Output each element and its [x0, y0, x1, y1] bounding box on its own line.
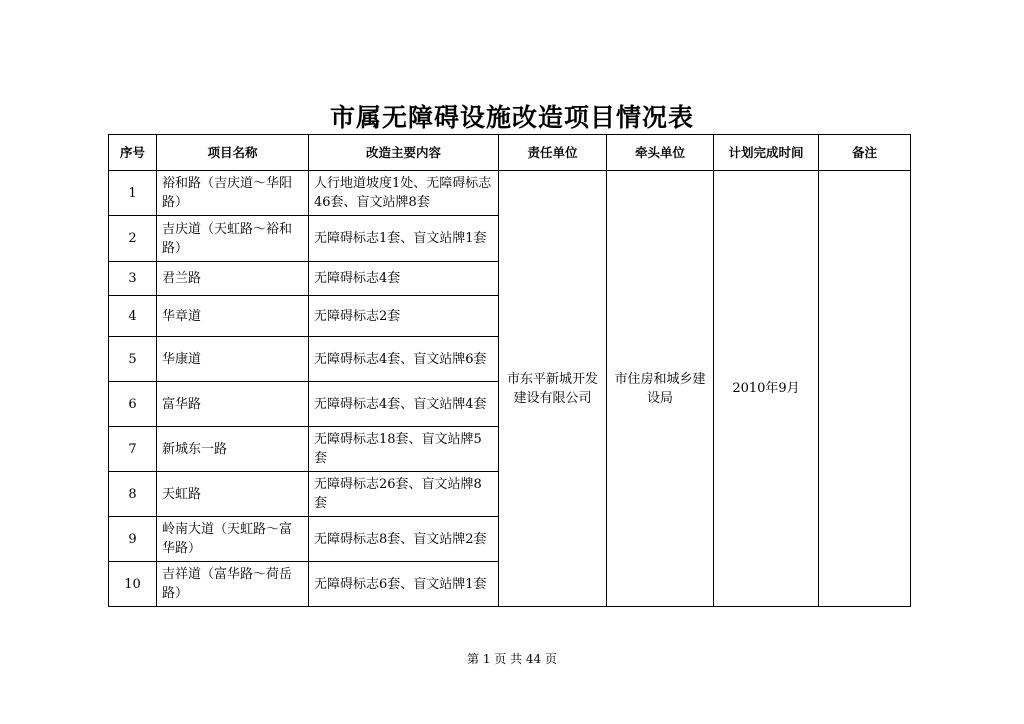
row-content: 人行地道坡度1处、无障碍标志46套、盲文站牌8套 — [309, 171, 499, 216]
row-project-name: 富华路 — [157, 382, 309, 427]
responsible-unit-cell: 市东平新城开发建设有限公司 — [499, 171, 607, 607]
row-content: 无障碍标志6套、盲文站牌1套 — [309, 562, 499, 607]
header-index: 序号 — [109, 135, 157, 171]
page-title: 市属无障碍设施改造项目情况表 — [329, 103, 694, 132]
header-responsible-unit: 责任单位 — [499, 135, 607, 171]
row-project-name: 新城东一路 — [157, 427, 309, 472]
row-index: 5 — [109, 337, 157, 382]
row-project-name: 君兰路 — [157, 262, 309, 296]
header-row — [109, 135, 911, 171]
row-content: 无障碍标志4套、盲文站牌6套 — [309, 337, 499, 382]
row-project-name: 岭南大道（天虹路～富华路） — [157, 517, 309, 562]
row-index: 4 — [109, 296, 157, 337]
lead-unit-cell: 市住房和城乡建设局 — [607, 171, 714, 607]
row-content: 无障碍标志2套 — [309, 296, 499, 337]
row-project-name: 裕和路（吉庆道～华阳路） — [157, 171, 309, 216]
row-index: 1 — [109, 171, 157, 216]
row-index: 3 — [109, 262, 157, 296]
header-lead-unit: 牵头单位 — [607, 135, 714, 171]
row-project-name: 天虹路 — [157, 472, 309, 517]
completion-time-cell: 2010年9月 — [714, 171, 819, 607]
remarks-cell — [819, 171, 911, 607]
row-project-name: 吉庆道（天虹路～裕和路） — [157, 216, 309, 262]
row-content: 无障碍标志4套、盲文站牌4套 — [309, 382, 499, 427]
page-footer: 第 1 页 共 44 页 — [467, 652, 557, 666]
row-project-name: 华康道 — [157, 337, 309, 382]
row-content: 无障碍标志8套、盲文站牌2套 — [309, 517, 499, 562]
row-content: 无障碍标志4套 — [309, 262, 499, 296]
row-index: 10 — [109, 562, 157, 607]
row-project-name: 吉祥道（富华路～荷岳路） — [157, 562, 309, 607]
project-table — [108, 134, 911, 607]
header-project-name: 项目名称 — [157, 135, 309, 171]
row-index: 6 — [109, 382, 157, 427]
table-row — [109, 171, 911, 216]
row-project-name: 华章道 — [157, 296, 309, 337]
header-remarks: 备注 — [819, 135, 911, 171]
header-completion-time: 计划完成时间 — [714, 135, 819, 171]
row-content: 无障碍标志26套、盲文站牌8套 — [309, 472, 499, 517]
row-index: 7 — [109, 427, 157, 472]
header-content: 改造主要内容 — [309, 135, 499, 171]
row-index: 9 — [109, 517, 157, 562]
row-content: 无障碍标志18套、盲文站牌5套 — [309, 427, 499, 472]
row-index: 2 — [109, 216, 157, 262]
row-index: 8 — [109, 472, 157, 517]
row-content: 无障碍标志1套、盲文站牌1套 — [309, 216, 499, 262]
